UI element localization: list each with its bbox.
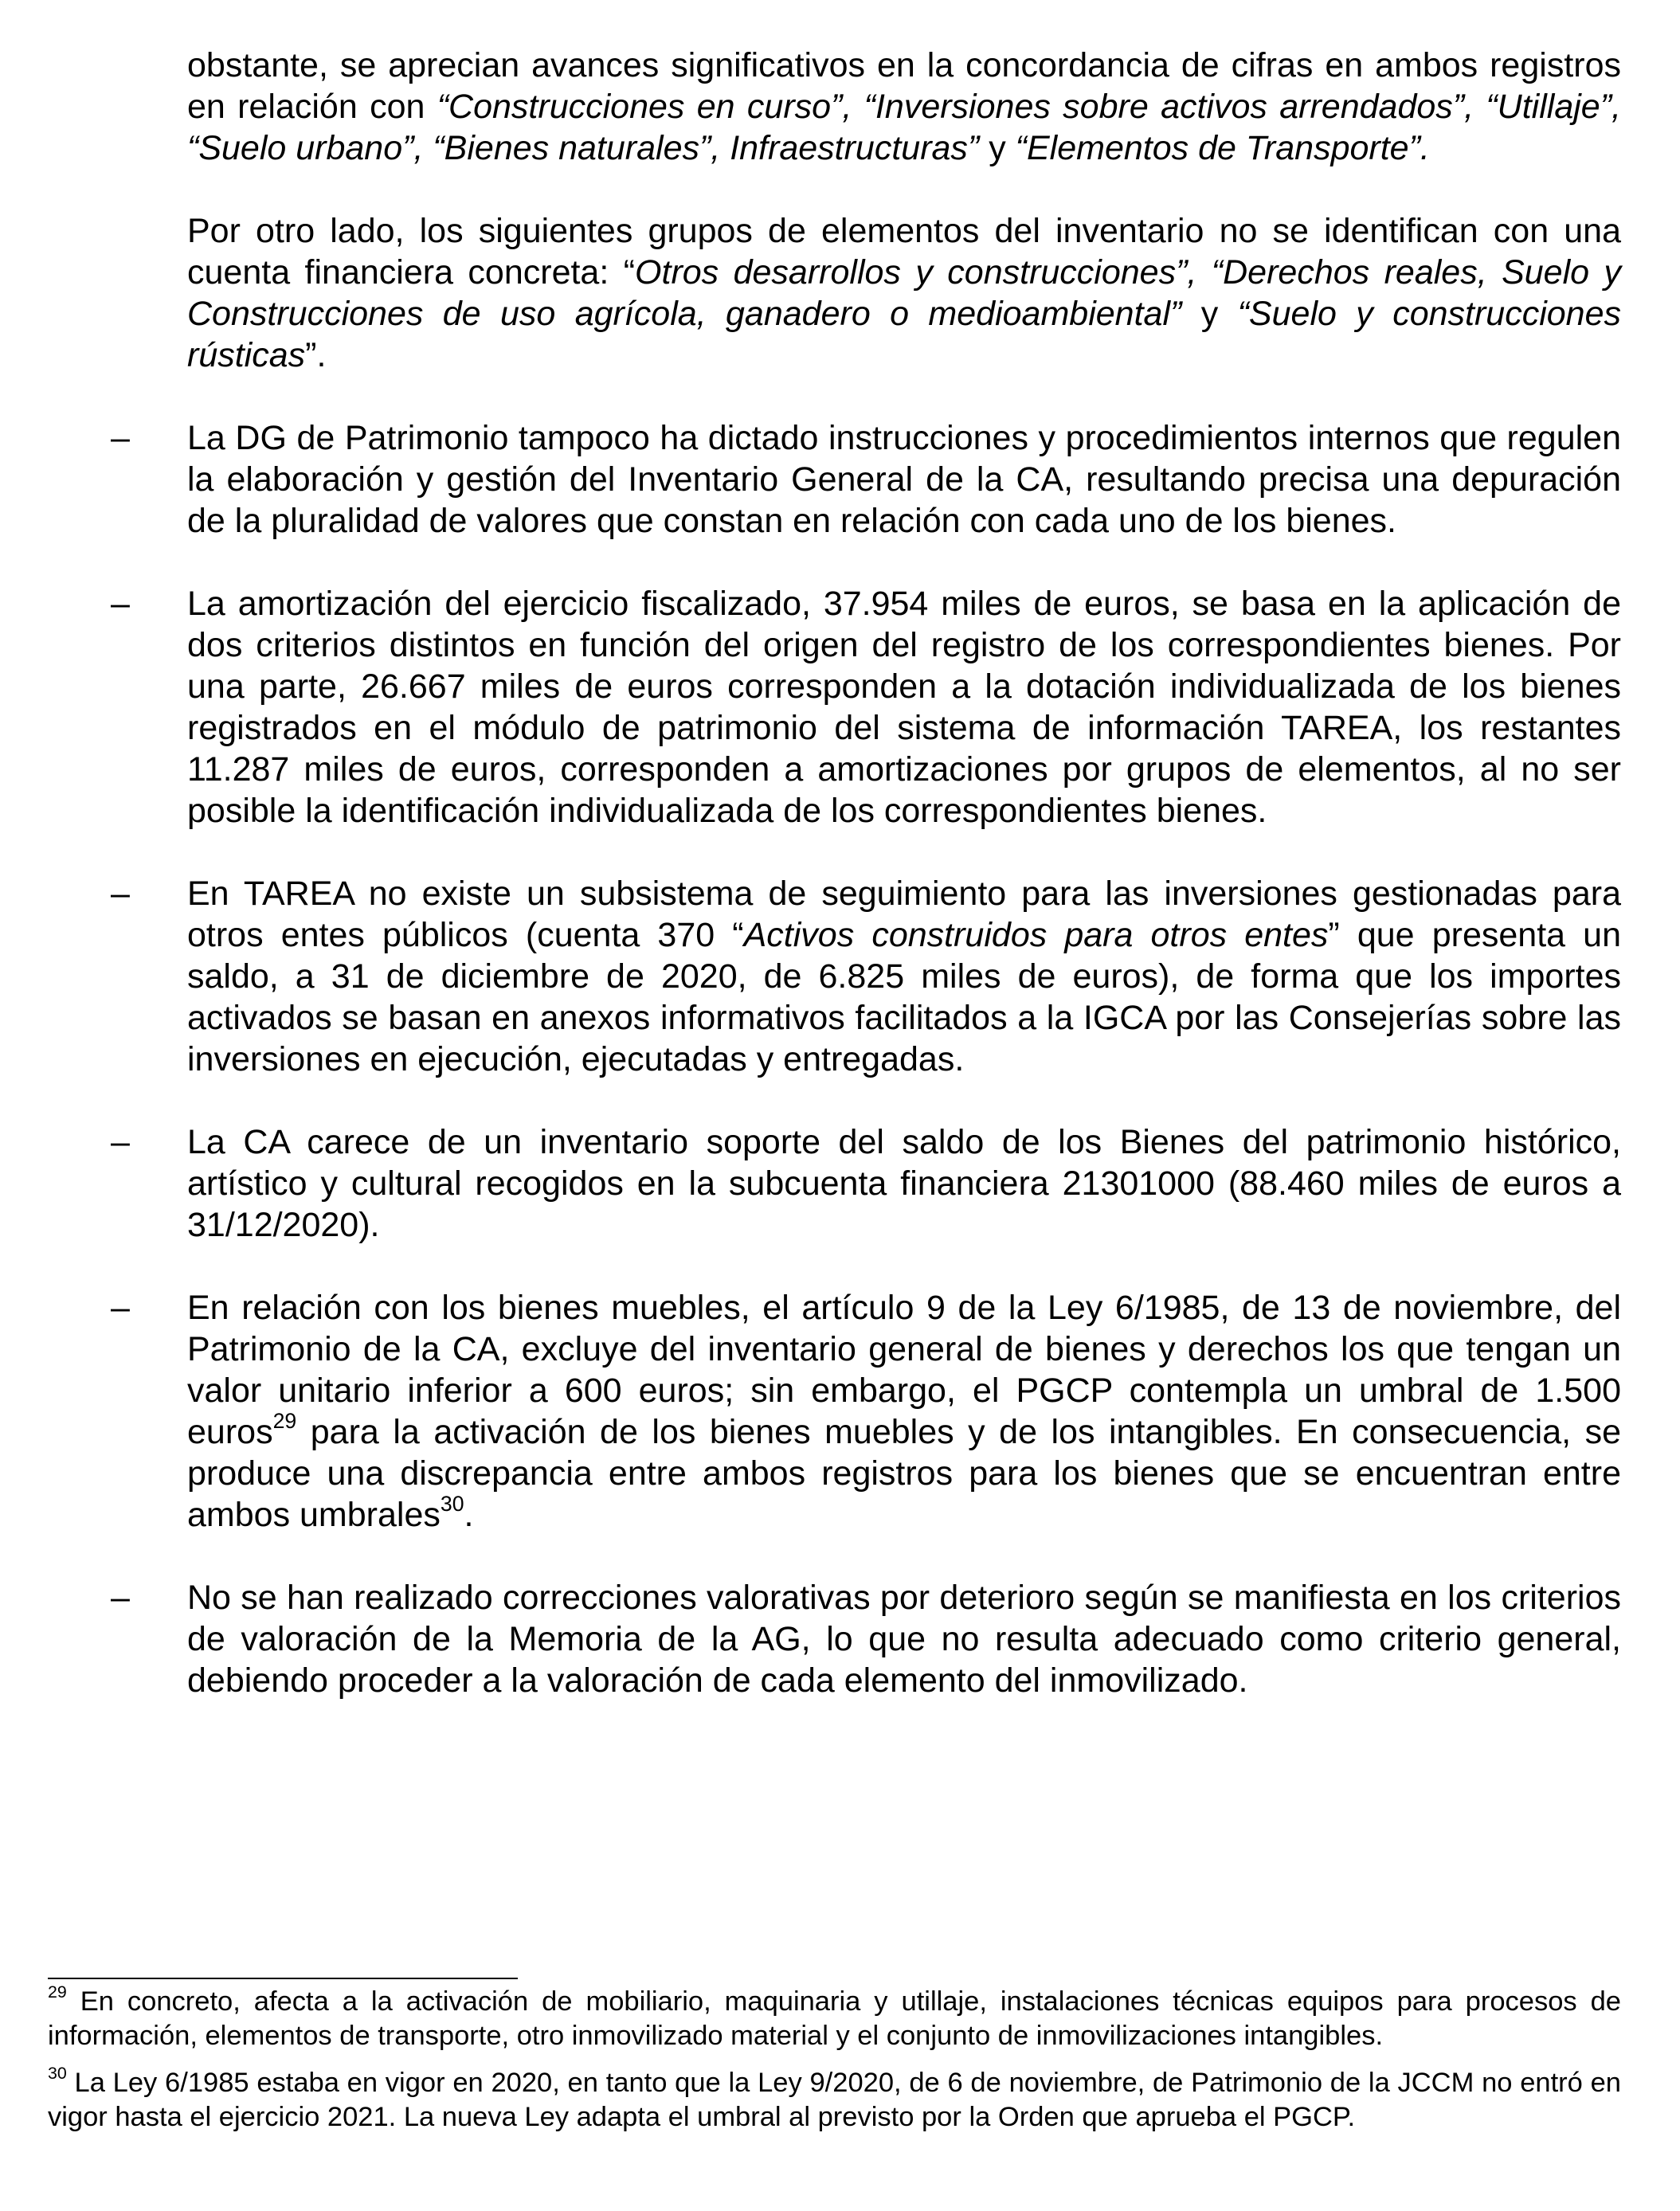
paragraph-other-groups — [187, 210, 1621, 376]
paragraph-text: Por otro lado, los siguientes grupos de elementos del inventario no se identifican con una cuenta financiera concreta: “ — [187, 212, 1621, 292]
bullet-text: La CA carece de un inventario soporte del saldo de los Bienes del patrimonio histórico, artístico y cultural recogidos en la subcuenta financiera 21301000 (88.460 miles de euros a 31/12/2020). — [187, 1123, 1621, 1244]
footnote-reference-30[interactable]: 30 — [440, 1491, 464, 1516]
footnotes — [48, 1982, 1621, 2147]
dash-bullet-marker: – — [111, 1289, 130, 1327]
dash-bullet-marker: – — [111, 585, 130, 623]
paragraph-text: y — [1181, 295, 1238, 333]
bullet-item-movable-assets — [111, 1287, 1621, 1536]
bullet-item-tarea — [111, 873, 1621, 1080]
dash-bullet-marker: – — [111, 419, 130, 457]
bullet-item-impairment — [111, 1577, 1621, 1701]
paragraph-continuation — [187, 45, 1621, 169]
dash-bullet-marker: – — [111, 875, 130, 913]
bullet-text: La amortización del ejercicio fiscalizado, 37.954 miles de euros, se basa en la aplicación de dos criterios distintos en función del origen del registro de los correspondientes bienes. Por una parte, 26.667 miles de euros corresponden a la dotación individualizada de los bienes registrados en el módulo de patrimonio del sistema de información TAREA, los restantes 11.287 miles de euros, corresponden a amortizaciones por grupos de elementos, al no ser posible la identificación individualizada de los correspondientes bienes. — [187, 585, 1621, 830]
footnote-text: La Ley 6/1985 estaba en vigor en 2020, en tanto que la Ley 9/2020, de 6 de noviembre, de Patrimonio de la JCCM no entró en vigor hasta el ejercicio 2021. La nueva Ley adapta el umbral al previsto por la Orden que aprueba el PGCP. — [48, 2068, 1621, 2132]
bullet-text: No se han realizado correcciones valorativas por deterioro según se manifiesta en los criterios de valoración de la Memoria de la AG, lo que no resulta adecuado como criterio general, debiendo proceder a la valoración de cada elemento del inmovilizado. — [187, 1579, 1621, 1700]
italic-group-names: Otros desarrollos y construcciones”, “Derechos reales, Suelo y Construcciones de uso agrícola, ganadero o medioambiental” — [187, 253, 1621, 333]
bullet-text: ” que presenta un saldo, a 31 de diciembre de 2020, de 6.825 miles de euros), de forma que los importes activados se basan en anexos informativos facilitados a la IGCA por las Consejerías sobre las inversiones en ejecución, ejecutadas y entregadas. — [187, 916, 1621, 1078]
footnote-reference-29[interactable]: 29 — [272, 1408, 297, 1433]
footnote-29 — [48, 1982, 1621, 2053]
footnote-text: En concreto, afecta a la activación de mobiliario, maquinaria y utillaje, instalaciones técnicas equipos para procesos de información, elementos de transporte, otro inmovilizado material y el conjunto de inmovilizaciones intangibles. — [48, 1986, 1621, 2051]
footnote-number: 30 — [48, 2064, 67, 2084]
body-text — [111, 45, 1621, 1743]
footnote-30 — [48, 2066, 1621, 2135]
bullet-text: . — [464, 1496, 474, 1534]
italic-account-names: “Construcciones en curso”, “Inversiones sobre activos arrendados”, “Utillaje”, “Suelo urbano”, “Bienes naturales”, Infraestructuras” — [187, 88, 1621, 167]
bullet-item-instructions — [111, 417, 1621, 542]
bullet-item-amortization — [111, 583, 1621, 832]
dash-bullet-marker: – — [111, 1579, 130, 1617]
italic-account-names: “Elementos de Transporte”. — [1015, 129, 1430, 167]
paragraph-text: y — [979, 129, 1016, 167]
footnote-number: 29 — [48, 1982, 67, 2002]
bullet-item-historic-assets — [111, 1121, 1621, 1246]
paragraph-text: ”. — [305, 336, 327, 374]
paragraph-text: obstante, se aprecian avances significativos en la concordancia de cifras en ambos registros en relación con — [187, 46, 1621, 126]
italic-group-names: “Suelo y construcciones rústicas — [187, 295, 1621, 374]
footnote-separator — [48, 1978, 518, 1979]
bullet-text: La DG de Patrimonio tampoco ha dictado instrucciones y procedimientos internos que regulen la elaboración y gestión del Inventario General de la CA, resultando precisa una depuración de la pluralidad de valores que constan en relación con cada uno de los bienes. — [187, 419, 1621, 540]
bullet-text: En TAREA no existe un subsistema de seguimiento para las inversiones gestionadas para otros entes públicos (cuenta 370 “ — [187, 875, 1621, 954]
bullet-text: En relación con los bienes muebles, el artículo 9 de la Ley 6/1985, de 13 de noviembre, del Patrimonio de la CA, excluye del inventario general de bienes y derechos los que tengan un valor unitario inferior a 600 euros; sin embargo, el PGCP contempla un umbral de 1.500 euros — [187, 1289, 1621, 1451]
dash-bullet-marker: – — [111, 1123, 130, 1161]
italic-account-name: Activos construidos para otros entes — [743, 916, 1329, 954]
bullet-text: para la activación de los bienes muebles y de los intangibles. En consecuencia, se produce una discrepancia entre ambos registros para los bienes que se encuentran entre ambos umbrales — [187, 1413, 1621, 1534]
